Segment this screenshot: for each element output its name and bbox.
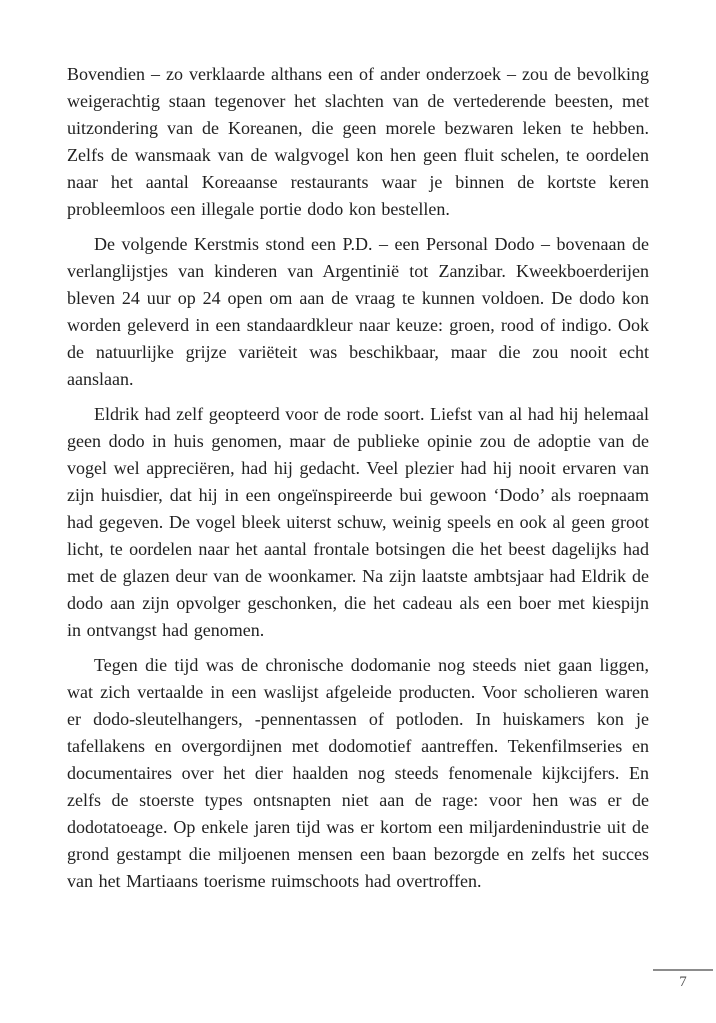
page-number: 7 — [679, 974, 687, 990]
body-paragraph: Bovendien – zo verklaarde althans een of ander onderzoek – zou de bevolking weigerachtig staan tegenover het slachten van de vertederende beesten, met uitzondering van de Koreanen, die geen morele bezwaren leken te hebben. Zelfs de wansmaak van de walgvogel kon hen geen fluit schelen, te oordelen naar het aantal Koreaanse restaurants waar je binnen de kortste keren probleemloos een illegale portie dodo kon bestellen. — [67, 64, 649, 219]
body-paragraph: Tegen die tijd was de chronische dodomanie nog steeds niet gaan liggen, wat zich vertaalde in een waslijst afgeleide producten. Voor scholieren waren er dodo-sleutelhangers, -pennentassen of potloden. In huiskamers kon je tafellakens en overgordijnen met dodomotief aantreffen. Tekenfilmseries en documentaires over het dier haalden nog steeds fenomenale kijkcijfers. En zelfs de stoerste types ontsnapten niet aan de rage: voor hen was er de dodotatoeage. Op enkele jaren tijd was er kortom een miljardenindustrie uit de grond gestampt die miljoenen mensen een baan bezorgde en zelfs het succes van het Martiaans toerisme ruimschoots had overtroffen. — [67, 655, 649, 891]
text-block — [67, 61, 649, 903]
body-paragraph: Eldrik had zelf geopteerd voor de rode soort. Liefst van al had hij helemaal geen dodo in huis genomen, maar de publieke opinie zou de adoptie van de vogel wel appreciëren, had hij gedacht. Veel plezier had hij nooit ervaren van zijn huisdier, dat hij in een ongeïnspireerde bui gewoon ‘Dodo’ als roepnaam had gegeven. De vogel bleek uiterst schuw, weinig speels en ook al geen groot licht, te oordelen naar het aantal frontale botsingen die het beest dagelijks had met de glazen deur van de woonkamer. Na zijn laatste ambtsjaar had Eldrik de dodo aan zijn opvolger geschonken, die het cadeau als een boer met kiespijn in ontvangst had genomen. — [67, 404, 649, 640]
body-paragraph: De volgende Kerstmis stond een P.D. – een Personal Dodo – bovenaan de verlanglijstjes van kinderen van Argentinië tot Zanzibar. Kweekboerderijen bleven 24 uur op 24 open om aan de vraag te kunnen voldoen. De dodo kon worden geleverd in een standaardkleur naar keuze: groen, rood of indigo. Ook de natuurlijke grijze variëteit was beschikbaar, maar die zou nooit echt aanslaan. — [67, 234, 649, 389]
page-footer — [653, 969, 713, 991]
